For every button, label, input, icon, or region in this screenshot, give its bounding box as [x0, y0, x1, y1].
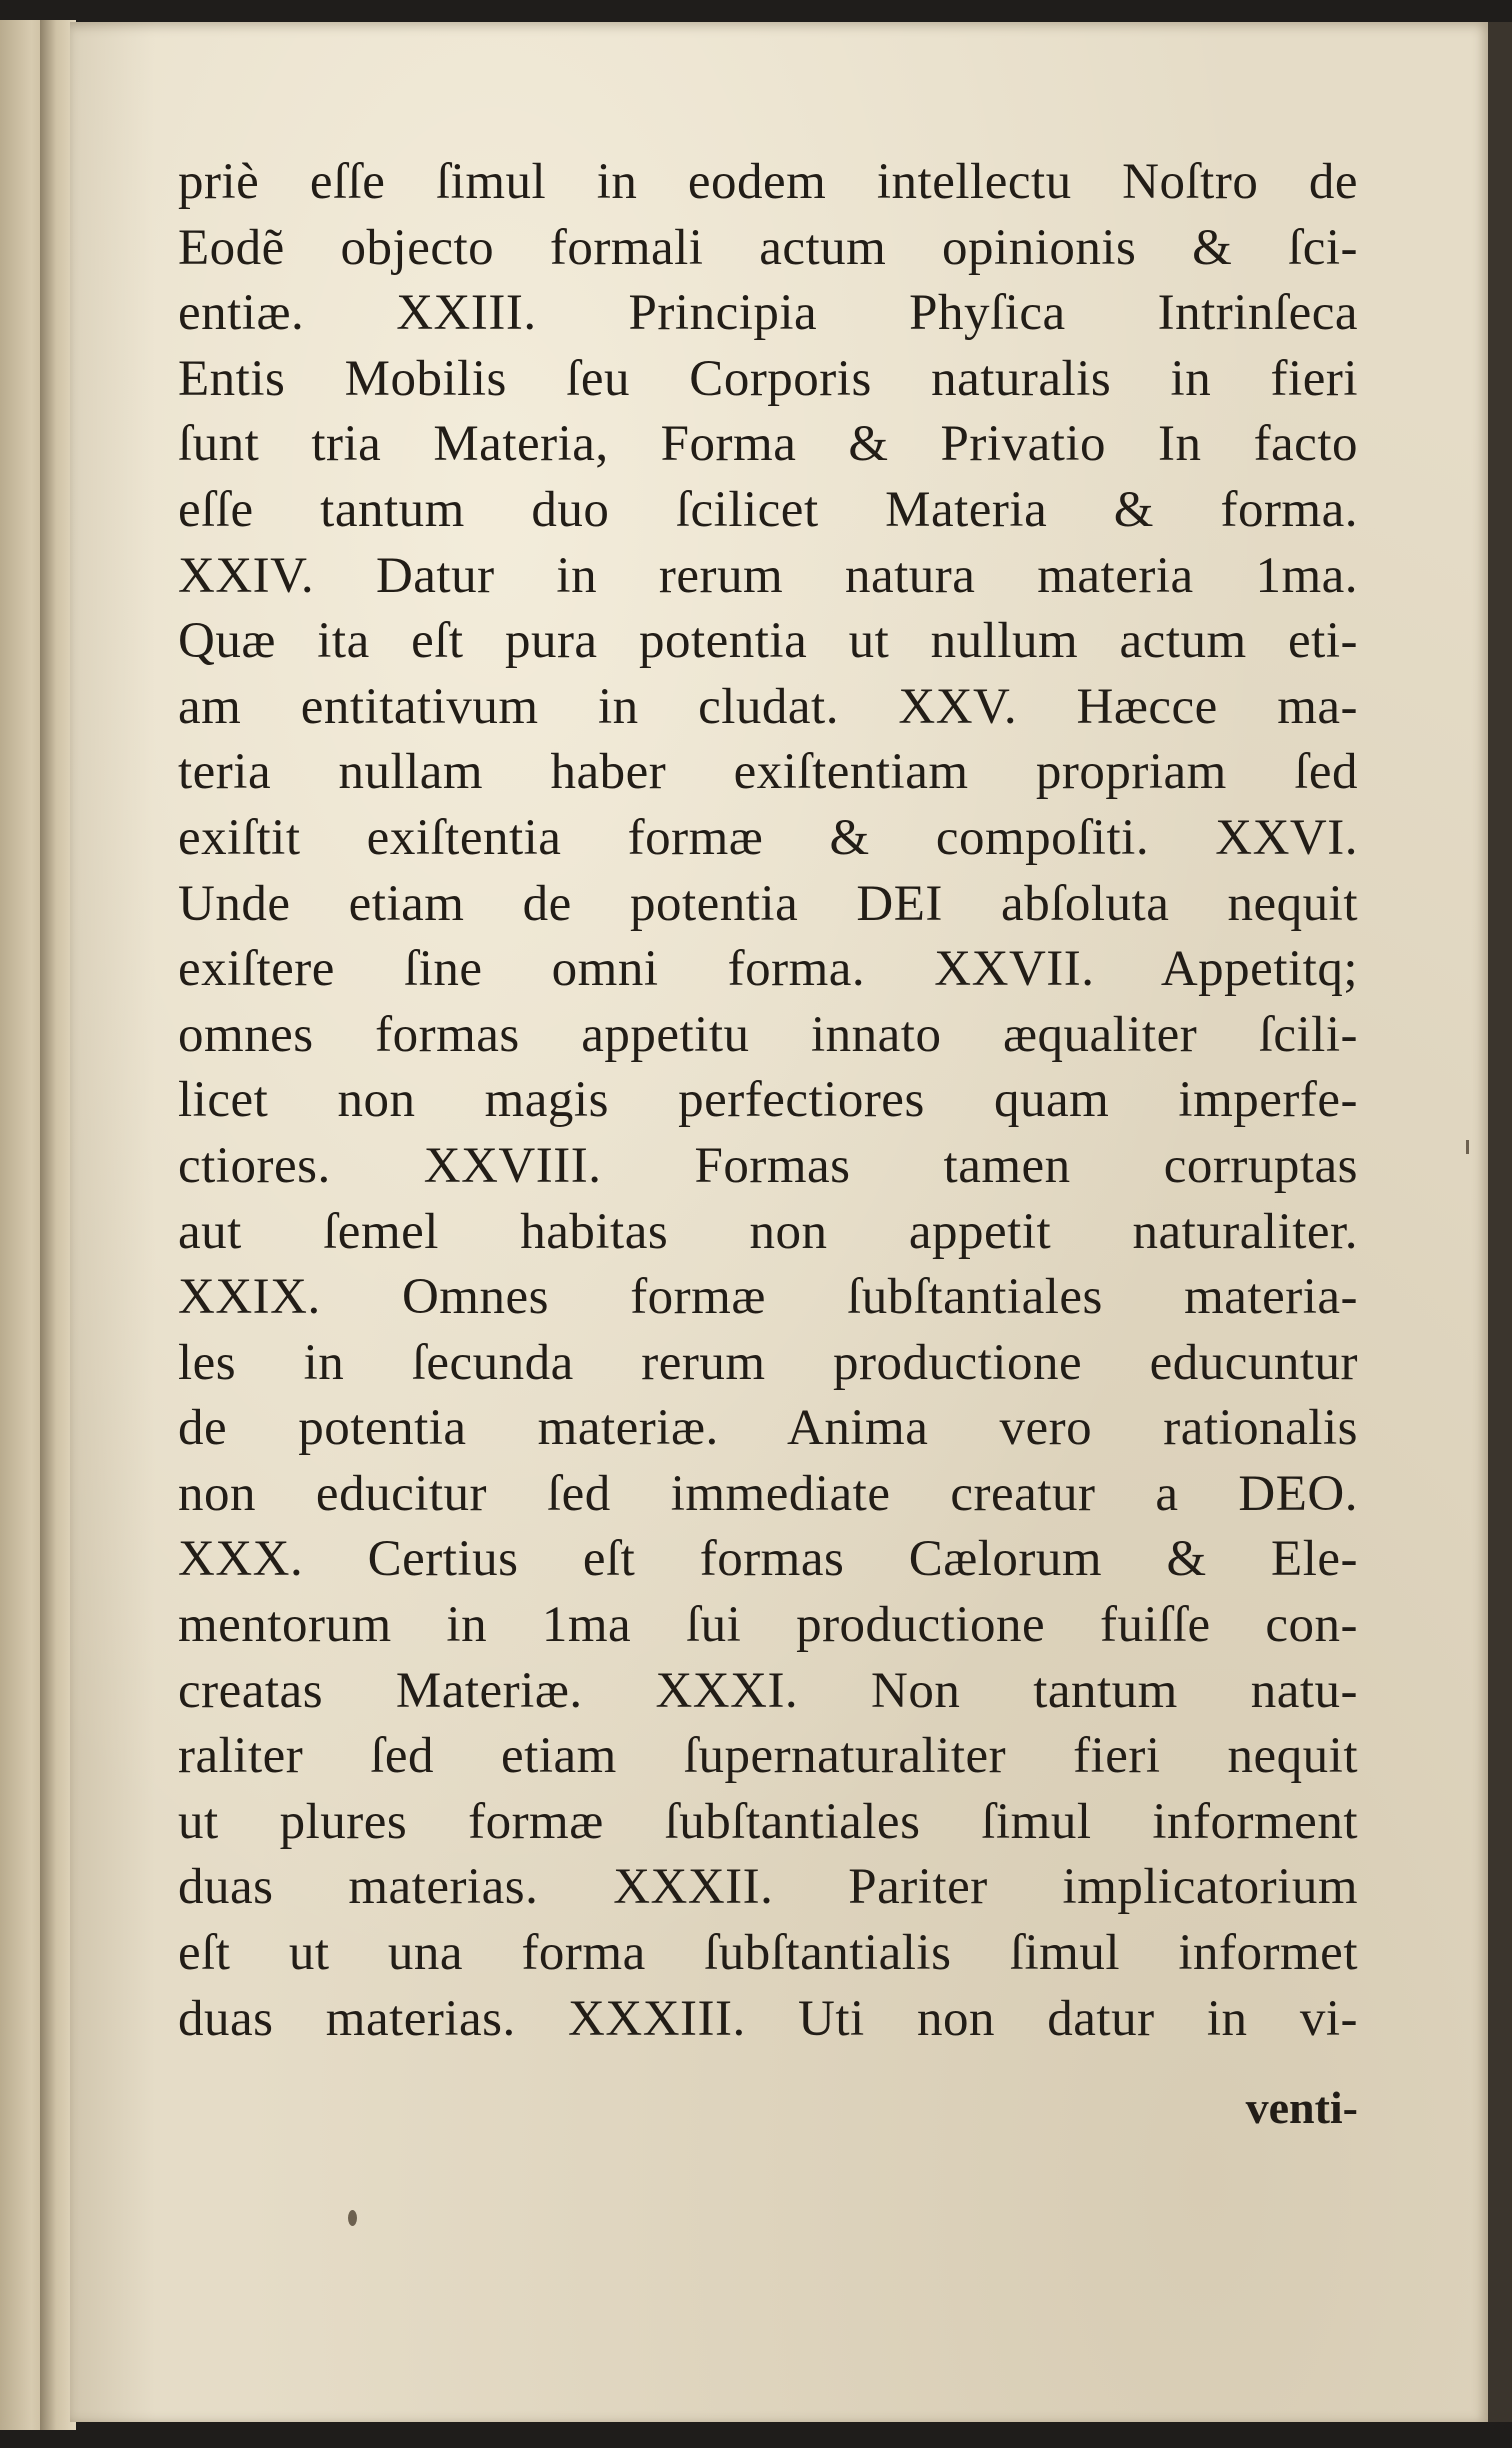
text-line-20: de potentia materiæ. Anima vero rationalis	[178, 1400, 1358, 1457]
text-line-8: Quæ ita eſt pura potentia ut nullum actum eti-	[178, 613, 1358, 670]
text-line-21: non educitur ſed immediate creatur a DEO.	[178, 1465, 1358, 1522]
text-line-13: exiſtere ſine omni forma. XXVII. Appetitq;	[178, 941, 1358, 998]
text-line-4: Entis Mobilis ſeu Corporis naturalis in fieri	[178, 350, 1358, 407]
text-line-17: aut ſemel habitas non appetit naturaliter.	[178, 1203, 1358, 1260]
text-line-27: duas materias. XXXII. Pariter implicatorium	[178, 1859, 1358, 1916]
text-line-29: duas materias. XXXIII. Uti non datur in vi-	[178, 1990, 1358, 2047]
text-line-15: licet non magis perfectiores quam imperfe-	[178, 1072, 1358, 1129]
text-line-24: creatas Materiæ. XXXI. Non tantum natu-	[178, 1662, 1358, 1719]
text-line-2: Eodẽ objecto formali actum opinionis & ſci-	[178, 219, 1358, 276]
text-line-19: les in ſecunda rerum productione educuntur	[178, 1334, 1358, 1391]
text-line-22: XXX. Certius eſt formas Cælorum & Ele-	[178, 1531, 1358, 1588]
page-body-text	[178, 150, 1358, 2052]
text-line-9: am entitativum in cludat. XXV. Hæcce ma-	[178, 678, 1358, 735]
text-line-10: teria nullam haber exiſtentiam propriam ſed	[178, 744, 1358, 801]
text-line-14: omnes formas appetitu innato æqualiter ſcili-	[178, 1006, 1358, 1063]
text-line-26: ut plures formæ ſubſtantiales ſimul informent	[178, 1793, 1358, 1850]
page-edge-shadow	[1488, 22, 1512, 2422]
text-line-3: entiæ. XXIII. Principia Phyſica Intrinſeca	[178, 285, 1358, 342]
text-line-28: eſt ut una forma ſubſtantialis ſimul informet	[178, 1925, 1358, 1982]
text-line-5: ſunt tria Materia, Forma & Privatio In facto	[178, 416, 1358, 473]
catchword: venti-	[1245, 2082, 1358, 2133]
text-line-11: exiſtit exiſtentia formæ & compoſiti. XXVI.	[178, 809, 1358, 866]
paper-mark	[1466, 1140, 1469, 1154]
text-line-12: Unde etiam de potentia DEI abſoluta nequit	[178, 875, 1358, 932]
text-line-7: XXIV. Datur in rerum natura materia 1ma.	[178, 547, 1358, 604]
text-line-23: mentorum in 1ma ſui productione fuiſſe con-	[178, 1597, 1358, 1654]
text-line-18: XXIX. Omnes formæ ſubſtantiales materia-	[178, 1269, 1358, 1326]
text-line-1: priè eſſe ſimul in eodem intellectu Noſtro de	[178, 154, 1358, 210]
text-line-6: eſſe tantum duo ſcilicet Materia & forma.	[178, 481, 1358, 538]
paper-blemish	[348, 2210, 357, 2226]
text-line-25: raliter ſed etiam ſupernaturaliter fieri nequit	[178, 1728, 1358, 1785]
text-line-16: ctiores. XXVIII. Formas tamen corruptas	[178, 1137, 1358, 1194]
